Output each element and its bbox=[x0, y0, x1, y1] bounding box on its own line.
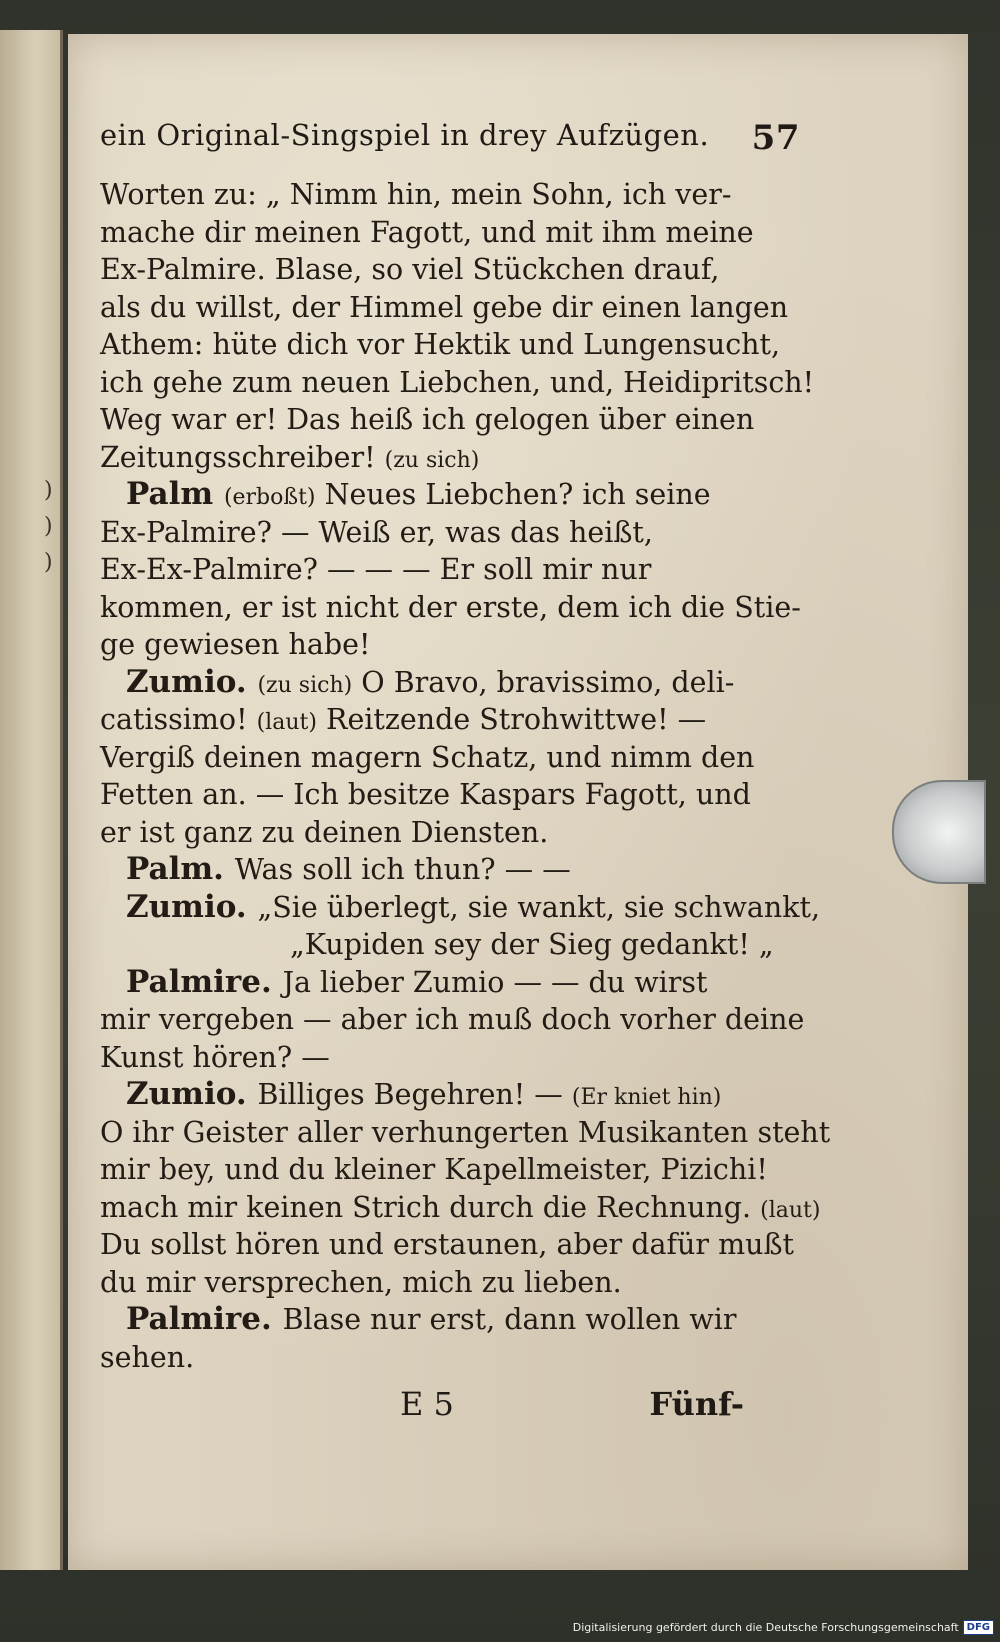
line-text: Athem: hüte dich vor Hektik und Lungensucht, bbox=[100, 328, 781, 361]
text-line bbox=[100, 926, 804, 964]
stage-direction: (erboßt) bbox=[223, 485, 316, 510]
body-text bbox=[100, 176, 831, 1376]
stage-direction: (laut) bbox=[760, 1197, 821, 1223]
text-line bbox=[100, 626, 804, 664]
line-text: Blase nur erst, dann wollen wir bbox=[282, 1303, 737, 1336]
line-text: Fetten an. — Ich besitze Kaspars Fagott, und bbox=[100, 778, 751, 811]
text-line bbox=[100, 476, 804, 514]
line-text: Vergiß deinen magern Schatz, und nimm den bbox=[100, 740, 755, 774]
catchword: Fünf- bbox=[649, 1385, 744, 1423]
line-text: kommen, er ist nicht der erste, dem ich die Stie- bbox=[100, 590, 801, 624]
line-text: mir bey, und du kleiner Kapellmeister, Pizichi! bbox=[100, 1153, 768, 1186]
line-text: sehen. bbox=[100, 1340, 195, 1374]
speaker-name: Palm bbox=[126, 476, 224, 512]
text-line bbox=[100, 1001, 804, 1039]
text-line bbox=[100, 251, 804, 289]
line-text: Weg war er! Das heiß ich gelogen über einen bbox=[100, 403, 755, 436]
line-text: mache dir meinen Fagott, und mit ihm meine bbox=[100, 215, 754, 249]
text-line bbox=[100, 1264, 804, 1302]
text-line bbox=[100, 888, 821, 927]
speaker-name: Palmire. bbox=[126, 963, 283, 1000]
text-line bbox=[100, 589, 804, 627]
speaker-name: Palmire. bbox=[126, 1301, 283, 1337]
text-line bbox=[100, 1301, 804, 1339]
speaker-name: Zumio. bbox=[126, 888, 258, 925]
line-text: Du sollst hören und erstaunen, aber dafür mußt bbox=[100, 1228, 794, 1261]
line-text: Was soll ich thun? — — bbox=[234, 853, 571, 886]
text-line bbox=[100, 176, 804, 214]
line-text: Ex-Ex-Palmire? — — — Er soll mir nur bbox=[100, 553, 652, 586]
line-text: O Bravo, bravissimo, deli- bbox=[352, 665, 735, 699]
text-line bbox=[100, 1039, 804, 1077]
page-clip bbox=[892, 780, 986, 884]
line-text: Reitzende Strohwittwe! — bbox=[316, 703, 707, 736]
text-line bbox=[100, 326, 804, 364]
line-text: „Sie überlegt, sie wankt, sie schwankt, bbox=[257, 890, 821, 924]
credit-text: Digitalisierung gefördert durch die Deutsche Forschungsgemeinschaft bbox=[572, 1620, 959, 1634]
text-line bbox=[100, 814, 804, 852]
line-text: du mir versprechen, mich zu lieben. bbox=[100, 1265, 622, 1299]
line-text: Kunst hören? — bbox=[100, 1040, 330, 1074]
text-line bbox=[100, 739, 804, 777]
line-text: catissimo! bbox=[100, 703, 257, 736]
signature-mark: E 5 bbox=[400, 1385, 454, 1423]
speaker-name: Palm. bbox=[126, 851, 235, 887]
margin-glyph: ) bbox=[44, 550, 53, 575]
running-title: ein Original-Singspiel in drey Aufzügen. bbox=[100, 118, 710, 152]
line-text: ge gewiesen habe! bbox=[100, 628, 371, 661]
page-footer bbox=[100, 1385, 804, 1433]
line-text: Ex-Palmire. Blase, so viel Stückchen drauf, bbox=[100, 253, 720, 286]
line-text: Ja lieber Zumio — — du wirst bbox=[282, 965, 708, 999]
text-line bbox=[100, 364, 815, 402]
text-line bbox=[100, 289, 804, 327]
stage-direction: (zu sich) bbox=[384, 447, 480, 473]
line-text: Neues Liebchen? ich seine bbox=[315, 478, 711, 511]
page-number: 57 bbox=[751, 118, 800, 158]
text-line bbox=[100, 1339, 804, 1377]
text-line bbox=[100, 701, 804, 739]
line-text: als du willst, der Himmel gebe dir einen langen bbox=[100, 290, 789, 324]
stage-direction: (laut) bbox=[256, 710, 317, 735]
text-line bbox=[100, 964, 804, 1002]
previous-page-edge bbox=[0, 30, 63, 1570]
text-line bbox=[100, 401, 804, 439]
text-line bbox=[100, 439, 804, 477]
dfg-logo: DFG bbox=[963, 1620, 994, 1635]
stage-direction: (zu sich) bbox=[257, 672, 353, 698]
line-text: „Kupiden sey der Sieg gedankt! „ bbox=[290, 928, 774, 961]
text-line bbox=[100, 514, 804, 552]
margin-glyph: ) bbox=[44, 514, 53, 539]
text-line bbox=[100, 851, 804, 889]
stage-direction: (Er kniet hin) bbox=[571, 1085, 722, 1110]
line-text: Billiges Begehren! — bbox=[257, 1078, 572, 1111]
line-text: O ihr Geister aller verhungerten Musikanten steht bbox=[100, 1115, 831, 1149]
text-line bbox=[100, 776, 804, 814]
speaker-name: Zumio. bbox=[126, 1076, 258, 1112]
text-line bbox=[100, 214, 804, 252]
text-line bbox=[100, 664, 804, 702]
margin-glyph: ) bbox=[44, 478, 53, 503]
line-text: ich gehe zum neuen Liebchen, und, Heidipritsch! bbox=[100, 365, 815, 399]
line-text: er ist ganz zu deinen Diensten. bbox=[100, 815, 549, 849]
line-text: Zeitungsschreiber! bbox=[100, 440, 385, 474]
text-line bbox=[100, 1226, 804, 1264]
text-line bbox=[100, 1151, 804, 1189]
text-line bbox=[100, 1189, 821, 1227]
line-text: Worten zu: „ Nimm hin, mein Sohn, ich ver- bbox=[100, 178, 732, 211]
line-text: mach mir keinen Strich durch die Rechnung. bbox=[100, 1190, 761, 1224]
text-line bbox=[100, 1076, 804, 1114]
line-text: Ex-Palmire? — Weiß er, was das heißt, bbox=[100, 515, 653, 549]
text-line bbox=[100, 1114, 831, 1152]
text-line bbox=[100, 551, 804, 589]
speaker-name: Zumio. bbox=[126, 663, 258, 700]
line-text: mir vergeben — aber ich muß doch vorher deine bbox=[100, 1003, 805, 1036]
digitization-credit bbox=[573, 1618, 994, 1636]
running-header bbox=[100, 118, 800, 168]
